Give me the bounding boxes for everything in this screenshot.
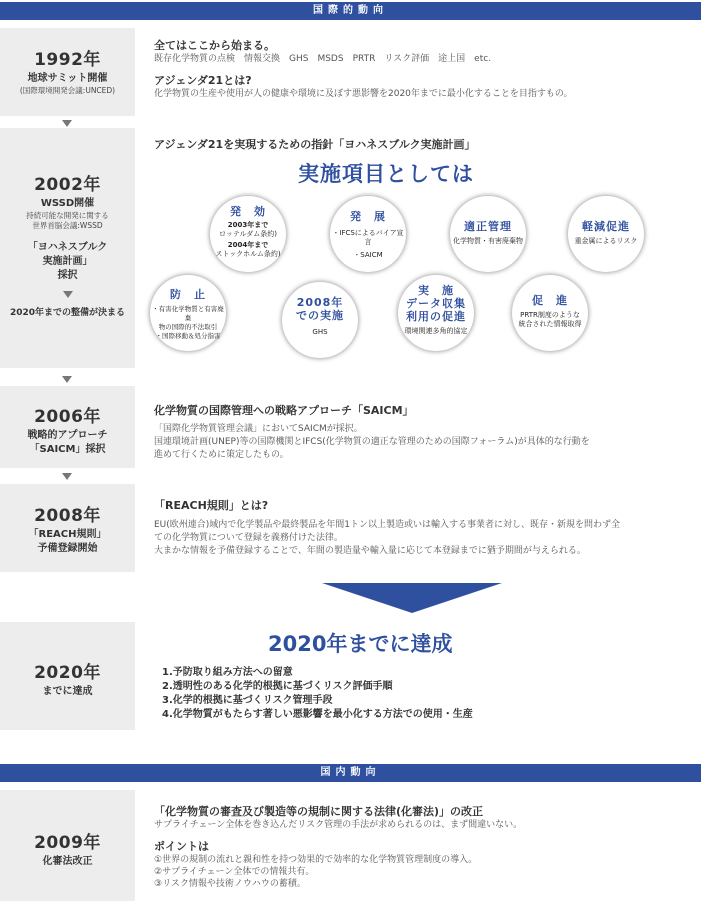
circle-sokushin-l2: 統合された情報取得 [518,320,582,328]
circle-hatten-title: 発 展 [350,210,386,223]
arrow-down-icon [62,473,72,480]
circle-hakko-l3: 2004年まで [227,241,269,249]
year-2002: 2002年 [34,175,101,195]
saicm-title2: 「SAICM」採択 [29,444,106,455]
big-arrow-down-icon [322,583,502,613]
year-2008: 2008年 [34,506,101,526]
row-2006 [0,386,701,468]
circle-boushi-l2: 物の国際的不法取引 [158,323,218,331]
circle-tekisei [450,196,526,272]
circle-boushi-title: 防 止 [170,288,206,301]
list-item: ②サプライチェーン全体での情報共有。 [154,867,315,877]
list-item: 3.化学的根拠に基づくリスク管理手段 [162,695,333,706]
arrow-down-icon [62,376,72,383]
circle-hakko-l4: ストックホルム条約) [215,250,281,258]
row-2020-content [138,622,701,730]
circle-keigen-title: 軽減促進 [582,220,630,233]
row-2006-content [138,386,701,468]
reach-title2: 予備登録開始 [37,543,98,554]
circle-sokushin-title: 促 進 [532,294,568,307]
text-topics: 既存化学物質の点検 情報交換 GHS MSDS PRTR リスク評価 途上国 etc. [154,54,492,64]
list-item: ③リスク情報や技術ノウハウの蓄積。 [154,879,306,889]
achieve-title: までに達成 [42,686,93,697]
circle-data-title3: 利用の促進 [406,310,466,323]
list-item: 1.予防取り組み方法への留意 [162,667,293,678]
plan-line2: 実施計画」 [42,256,93,267]
row-2002-left [0,128,135,368]
plan-line1: 「ヨハネスブルク [27,242,108,253]
arrow-down-icon [62,120,72,127]
circle-hakko [210,196,286,272]
text-reach3: 大まかな情報を予備登録することで、年間の製造量や輸入量に応じて本登録までに猶予期間が与えられる。 [154,546,586,556]
implementation-title: 実施項目としては [298,162,474,186]
deadline-text: 2020年までの整備が決まる [9,308,126,318]
international-header: 国際的動向 [0,2,701,20]
row-1992-content [138,28,701,116]
circle-2008-title2: での実施 [296,309,344,322]
goals-list [162,666,473,722]
circle-hakko-l2: ロッテルダム条約) [219,230,277,238]
heading-agenda21: アジェンダ21とは? [154,74,252,87]
kashinho-title: 化審法改正 [42,856,93,867]
circle-data-title2: データ収集 [406,297,466,310]
row-2009-left [0,790,135,901]
circle-boushi-l1: ・有害化学物質と有害廃棄 [152,305,224,322]
list-item: ①世界の規制の流れと親和性を持つ効果的で効率的な化学物質管理制度の導入。 [154,855,478,865]
circle-data [398,275,474,351]
circle-data-l1: 環境関連多角的協定 [404,327,468,335]
row-2008-content [138,484,701,572]
heading-start: 全てはここから始まる。 [154,39,275,52]
achieve-big-title: 2020年までに達成 [268,632,453,656]
text-agenda21: 化学物質の生産や使用が人の健康や環境に及ぼす悪影響を2020年までに最小化することを目指すもの。 [154,89,573,99]
text-reach1: EU(欧州連合)域内で化学製品や最終製品を年間1トン以上製造或いは輸入する事業者に対し、既存・新規を問わず全 [154,520,621,530]
heading-kashinho: 「化学物質の審査及び製造等の規制に関する法律(化審法)」の改正 [154,805,484,818]
text-reach2: ての化学物質について登録を義務付けた法律。 [154,533,343,543]
wssd-title: WSSD開催 [40,198,95,209]
row-2009-content [138,790,701,901]
circle-hatten-l2: ・SAICM [353,251,383,259]
text-kashinho: サプライチェーン全体を巻き込んだリスク管理の手法が求められるのは、まず間違いない。 [154,820,523,830]
circle-sokushin [512,275,588,351]
row-2009 [0,790,701,901]
summit-sub: (国際環境開発会議:UNCED) [19,86,116,95]
heading-points: ポイントは [154,840,209,853]
circle-tekisei-l1: 化学物質・有害廃棄物 [453,237,523,245]
year-2006: 2006年 [34,407,101,427]
row-1992 [0,28,701,116]
arrow-down-icon [63,291,73,298]
saicm-title1: 戦略的アプローチ [27,430,108,441]
summit-title: 地球サミット開催 [27,73,108,84]
wssd-sub1: 持続可能な開発に関する [26,211,109,220]
list-item: 4.化学物質がもたらす著しい悪影響を最小化する方法での使用・生産 [162,709,473,720]
circle-hakko-title: 発 効 [230,205,266,218]
text-saicm1: 「国際化学物質管理会議」においてSAICMが採択。 [154,424,363,434]
reach-title1: 「REACH規則」 [28,529,107,540]
year-2020: 2020年 [34,663,101,683]
row-1992-left [0,28,135,116]
heading-johannesburg: アジェンダ21を実現するための指針「ヨハネスブルク実施計画」 [154,138,476,151]
circle-2008 [282,282,358,358]
wssd-sub2: 世界首脳会議:WSSD [32,221,103,230]
circle-tekisei-title: 適正管理 [464,220,512,233]
circle-2008-l1: GHS [312,328,328,336]
circle-keigen [568,196,644,272]
circle-hatten-l1: ・IFCSによるバイア宣言 [332,229,404,246]
heading-reach: 「REACH規則」とは? [154,499,269,512]
circle-2008-title1: 2008年 [296,296,344,309]
year-1992: 1992年 [34,50,101,70]
plan-line3: 採択 [57,270,78,281]
row-2008-left [0,484,135,572]
circle-data-title1: 実 施 [418,284,454,297]
circle-keigen-l1: 重金属によるリスク [574,237,638,245]
text-saicm3: 進めて行くために策定したもの。 [154,450,289,460]
year-2009: 2009年 [34,833,101,853]
circle-boushi [150,275,226,351]
circle-boushi-l3: ・国際移動＆処分指害 [155,332,221,340]
domestic-header: 国内動向 [0,764,701,782]
text-saicm2: 国連環境計画(UNEP)等の国際機関とIFCS(化学物質の適正な管理のための国際フォーラム)が具体的な行動を [154,437,590,447]
row-2020 [0,622,701,730]
circle-hakko-l1: 2003年まで [227,221,269,229]
circle-hatten [330,196,406,272]
row-2008 [0,484,701,572]
list-item: 2.透明性のある化学的根拠に基づくリスク評価手順 [162,681,393,692]
row-2020-left [0,622,135,730]
heading-saicm: 化学物質の国際管理への戦略アプローチ「SAICM」 [154,404,414,417]
circle-sokushin-l1: PRTR制度のような [520,311,580,319]
row-2006-left [0,386,135,468]
